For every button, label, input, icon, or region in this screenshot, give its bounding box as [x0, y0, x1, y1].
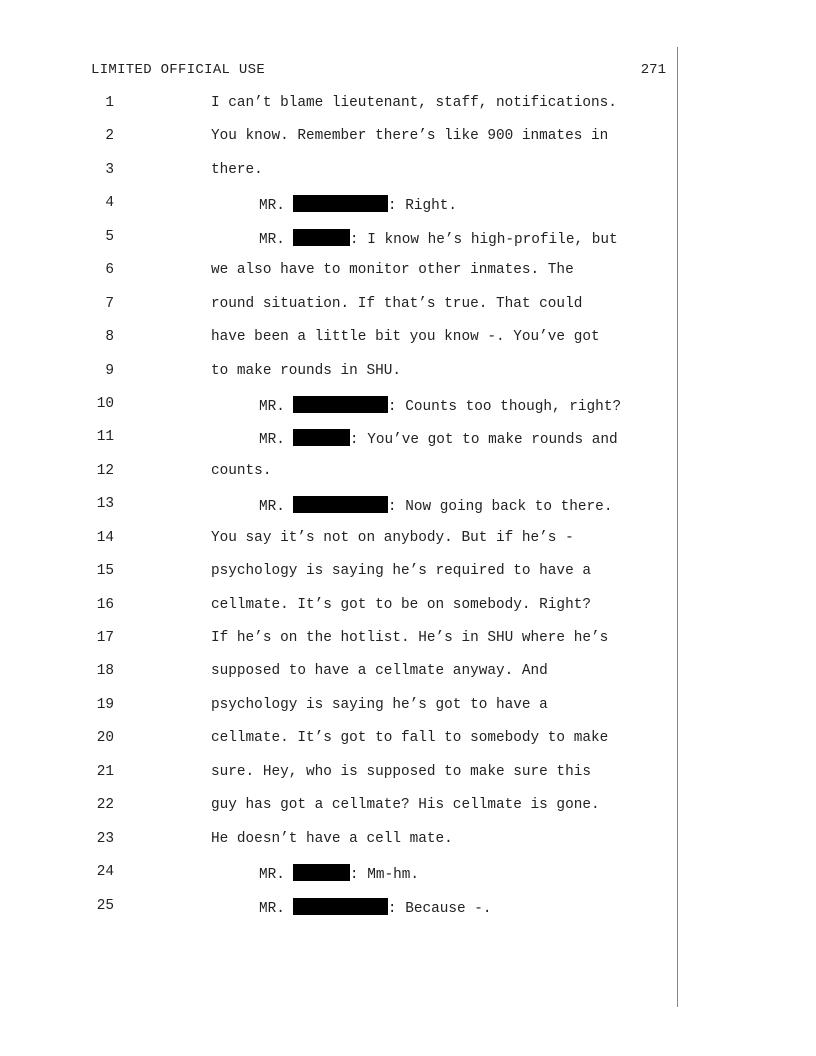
speaker-line [259, 229, 618, 248]
redaction-bar [293, 429, 350, 446]
line-text: I can’t blame lieutenant, staff, notifications. [211, 95, 617, 111]
speaker-title: MR. [259, 867, 285, 884]
redaction-bar [293, 496, 388, 513]
transcript-line [0, 162, 680, 195]
transcript-line [0, 262, 680, 295]
line-text: : Now going back to there. [387, 499, 613, 516]
transcript-line [0, 831, 680, 864]
line-number: 23 [96, 830, 114, 847]
speaker-line [259, 429, 618, 448]
redaction-bar [293, 396, 388, 413]
line-number: 4 [105, 195, 114, 212]
transcript-line [0, 630, 680, 663]
line-text: sure. Hey, who is supposed to make sure this [211, 763, 591, 780]
transcript-line [0, 128, 680, 161]
line-text: psychology is saying he’s got to have a [211, 696, 548, 713]
speaker-line [259, 496, 612, 515]
transcript-line [0, 597, 680, 630]
line-text: You know. Remember there’s like 900 inmates in [211, 128, 609, 145]
line-text: You say it’s not on anybody. But if he’s - [211, 529, 574, 546]
speaker-title: MR. [259, 398, 285, 415]
transcript-line [0, 496, 680, 529]
speaker-title: MR. [259, 900, 285, 917]
line-number: 17 [96, 630, 114, 646]
redaction-bar [293, 195, 388, 212]
line-number: 12 [96, 462, 114, 479]
line-text: psychology is saying he’s required to have a [211, 563, 591, 580]
transcript-line [0, 663, 680, 696]
transcript-line [0, 764, 680, 797]
line-text: supposed to have a cellmate anyway. And [211, 663, 548, 680]
line-number: 9 [105, 362, 114, 379]
page-number: 271 [640, 62, 666, 78]
line-number: 13 [96, 496, 114, 513]
transcript-line [0, 429, 680, 462]
line-text: counts. [211, 462, 272, 479]
speaker-title: MR. [259, 231, 285, 248]
transcript-line [0, 730, 680, 763]
line-text: cellmate. It’s got to be on somebody. Right? [211, 596, 591, 613]
line-number: 11 [96, 429, 114, 446]
line-number: 16 [96, 596, 114, 613]
line-text: round situation. If that’s true. That could [211, 295, 583, 312]
line-number: 19 [96, 696, 114, 713]
transcript-line [0, 530, 680, 563]
transcript-line [0, 195, 680, 228]
redaction-bar [293, 898, 388, 915]
line-number: 22 [96, 797, 114, 814]
transcript-line [0, 95, 680, 128]
transcript-line [0, 864, 680, 897]
line-text: there. [211, 161, 263, 178]
transcript-line [0, 898, 680, 931]
speaker-line [259, 396, 621, 415]
line-text: He doesn’t have a cell mate. [211, 830, 453, 847]
classification-header: LIMITED OFFICIAL USE [91, 62, 266, 78]
line-text: to make rounds in SHU. [211, 362, 401, 379]
line-number: 3 [105, 161, 114, 178]
redaction-bar [293, 864, 350, 881]
line-number: 24 [96, 864, 114, 881]
line-number: 15 [96, 563, 114, 580]
line-text: cellmate. It’s got to fall to somebody to make [211, 730, 609, 747]
line-text: : Right. [387, 198, 458, 215]
line-number: 7 [105, 295, 114, 312]
line-number: 5 [105, 228, 114, 245]
speaker-line [259, 195, 457, 214]
speaker-title: MR. [259, 432, 285, 449]
transcript-line [0, 697, 680, 730]
speaker-line [259, 898, 492, 917]
line-text: guy has got a cellmate? His cellmate is gone. [211, 797, 600, 814]
transcript-body [0, 95, 680, 931]
line-number: 21 [96, 763, 114, 780]
line-text: : Mm-hm. [349, 867, 420, 884]
transcript-line [0, 363, 680, 396]
line-text: : Because -. [387, 900, 492, 917]
line-number: 18 [96, 663, 114, 680]
line-text: we also have to monitor other inmates. The [211, 262, 574, 279]
line-number: 25 [96, 897, 114, 914]
transcript-line [0, 563, 680, 596]
line-number: 2 [105, 128, 114, 145]
line-text: : Counts too though, right? [387, 398, 622, 415]
line-number: 1 [105, 95, 114, 111]
transcript-line [0, 329, 680, 362]
speaker-title: MR. [259, 198, 285, 215]
line-text: If he’s on the hotlist. He’s in SHU where he’s [211, 630, 609, 646]
line-number: 6 [105, 262, 114, 279]
line-text: : You’ve got to make rounds and [349, 432, 618, 449]
transcript-line [0, 463, 680, 496]
speaker-line [259, 864, 419, 883]
transcript-line [0, 797, 680, 830]
line-text: have been a little bit you know -. You’ve got [211, 329, 600, 346]
transcript-line [0, 396, 680, 429]
transcript-line [0, 296, 680, 329]
redaction-bar [293, 229, 350, 246]
transcript-line [0, 229, 680, 262]
line-number: 8 [105, 329, 114, 346]
line-number: 20 [96, 730, 114, 747]
line-number: 14 [96, 529, 114, 546]
line-text: : I know he’s high-profile, but [349, 231, 618, 248]
line-number: 10 [96, 395, 114, 412]
speaker-title: MR. [259, 499, 285, 516]
